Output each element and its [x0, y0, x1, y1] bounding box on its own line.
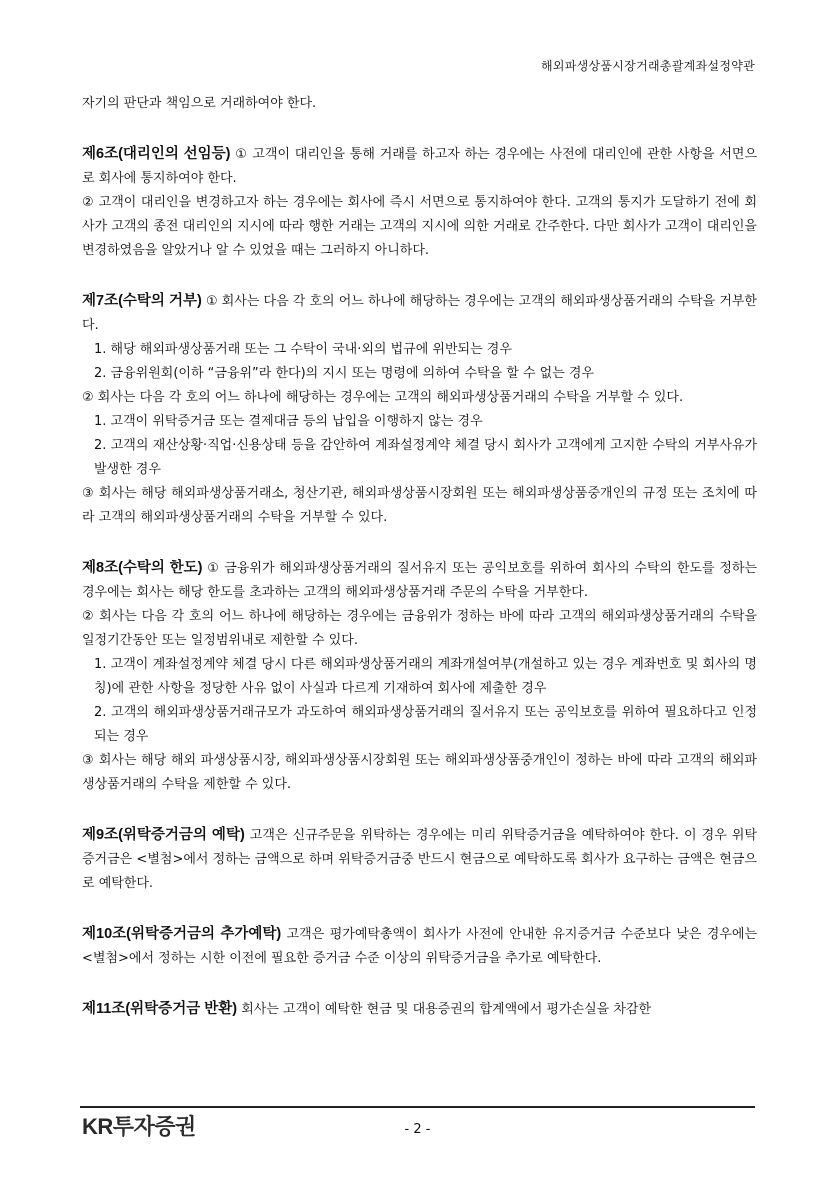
list-item: 1. 고객이 계좌설정계약 체결 당시 다른 해외파생상품거래의 계좌개설여부(개설하고 있는 경우 계좌번호 및 회사의 명칭)에 관한 사항을 정당한 사유 없이 사실과 다르게 기재하여 회사에 제출한 경우 [94, 657, 757, 696]
company-logo: KR투자증권 [82, 1114, 196, 1139]
article-title: 제8조(수탁의 한도) [82, 560, 203, 576]
paragraph: 자기의 판단과 책임으로 거래하여야 한다. [82, 96, 317, 111]
list-item: 1. 해당 해외파생상품거래 또는 그 수탁이 국내·외의 법규에 위반되는 경우 [94, 342, 512, 357]
article-title: 제7조(수탁의 거부) [82, 293, 202, 309]
page-number: - 2 - [404, 1122, 431, 1137]
footer-divider [80, 1106, 755, 1108]
document-body [82, 92, 757, 1022]
paragraph: ② 회사는 다음 각 호의 어느 하나에 해당하는 경우에는 금융위가 정하는 바에 따라 고객의 해외파생상품거래의 수탁을 일정기간동안 또는 일정범위내로 제한할 수 있다. [82, 609, 757, 648]
article-title: 제10조(위탁증거금의 추가예탁) [82, 926, 282, 942]
article-11: 제11조(위탁증거금 반환) 회사는 고객이 예탁한 현금 및 대용증권의 합계액에서 평가손실을 차감한 [82, 1001, 652, 1017]
article-8: 제8조(수탁의 한도) ① 금융위가 해외파생상품거래의 질서유지 또는 공익보호를 위하여 회사의 수탁의 한도를 정하는 경우에는 회사는 해당 한도를 초과하는 고객의 해외파생상품거래 주문의 수탁을 거부한다. [82, 560, 757, 600]
article-10: 제10조(위탁증거금의 추가예탁) 고객은 평가예탁총액이 회사가 사전에 안내한 유지증거금 수준보다 낮은 경우에는 <별첨>에서 정하는 시한 이전에 필요한 증거금 수준 이상의 위탁증거금을 추가로 예탁한다. [82, 926, 757, 966]
article-7: 제7조(수탁의 거부) ① 회사는 다음 각 호의 어느 하나에 해당하는 경우에는 고객의 해외파생상품거래의 수탁을 거부한다. [82, 293, 757, 333]
list-item: 2. 고객의 해외파생상품거래규모가 과도하여 해외파생상품거래의 질서유지 또는 공익보호를 위하여 필요하다고 인정되는 경우 [94, 705, 757, 744]
article-9: 제9조(위탁증거금의 예탁) 고객은 신규주문을 위탁하는 경우에는 미리 위탁증거금을 예탁하여야 한다. 이 경우 위탁증거금은 <별첨>에서 정하는 금액으로 하며 위탁증거금중 반드시 현금으로 예탁하도록 회사가 요구하는 금액은 현금으로 예탁한다. [82, 827, 757, 891]
paragraph: ③ 회사는 해당 해외파생상품거래소, 청산기관, 해외파생상품시장회원 또는 해외파생상품중개인의 규정 또는 조치에 따라 고객의 해외파생상품거래의 수탁을 거부할 수 있다. [82, 486, 757, 525]
article-title: 제6조(대리인의 선임등) [82, 146, 231, 162]
list-item: 1. 고객이 위탁증거금 또는 결제대금 등의 납입을 이행하지 않는 경우 [94, 414, 483, 429]
paragraph: ② 회사는 다음 각 호의 어느 하나에 해당하는 경우에는 고객의 해외파생상품거래의 수탁을 거부할 수 있다. [82, 390, 684, 405]
article-title: 제9조(위탁증거금의 예탁) [82, 827, 245, 843]
list-item: 2. 금융위원회(이하 “금융위”라 한다)의 지시 또는 명령에 의하여 수탁을 할 수 없는 경우 [94, 366, 595, 381]
paragraph: ② 고객이 대리인을 변경하고자 하는 경우에는 회사에 즉시 서면으로 통지하여야 한다. 고객의 통지가 도달하기 전에 회사가 고객의 종전 대리인의 지시에 따라 행한 거래는 고객의 지시에 의한 거래로 간주한다. 다만 회사가 고객이 대리인을 변경하였음을 알았거나 알 수 있었을 때는 그러하지 아니하다. [82, 195, 757, 258]
document-header-title: 해외파생상품시장거래총괄계좌설정약관 [540, 59, 755, 73]
article-6: 제6조(대리인의 선임등) ① 고객이 대리인을 통해 거래를 하고자 하는 경우에는 사전에 대리인에 관한 사항을 서면으로 회사에 통지하여야 한다. [82, 146, 758, 186]
list-item: 2. 고객의 재산상황·직업·신용상태 등을 감안하여 계좌설정계약 체결 당시 회사가 고객에게 고지한 수탁의 거부사유가 발생한 경우 [94, 438, 757, 477]
paragraph: ③ 회사는 해당 해외 파생상품시장, 해외파생상품시장회원 또는 해외파생상품중개인이 정하는 바에 따라 고객의 해외파생상품거래의 수탁을 제한할 수 있다. [82, 753, 757, 792]
article-title: 제11조(위탁증거금 반환) [82, 1001, 238, 1017]
